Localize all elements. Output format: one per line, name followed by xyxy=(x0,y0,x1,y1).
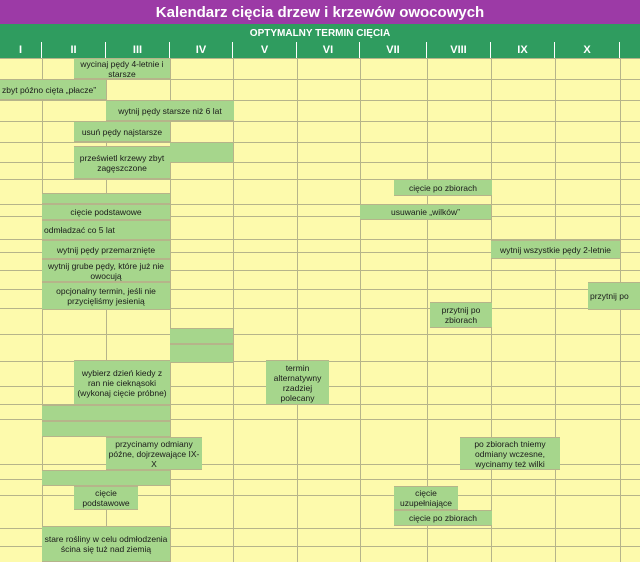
month-header-VII: VII xyxy=(360,42,427,58)
pruning-label: wytnij pędy starsze niż 6 lat xyxy=(118,105,222,116)
pruning-label: wybierz dzień kiedy z ran nie cieknąsoki (wykonaj cięcie próbne) xyxy=(77,367,167,398)
pruning-period-bar xyxy=(170,344,233,363)
pruning-label: zbyt późno cięta „płacze” xyxy=(2,84,97,95)
grid-column-line xyxy=(620,58,621,562)
calendar-grid xyxy=(0,58,640,562)
month-header-III: III xyxy=(106,42,170,58)
month-header-VIII: VIII xyxy=(427,42,491,58)
pruning-label: cięcie podstawowe xyxy=(70,207,142,217)
grid-column-line xyxy=(233,58,234,562)
grid-column-line xyxy=(555,58,556,562)
pruning-label: cięcie uzupełniające xyxy=(400,488,452,508)
pruning-label: usuń pędy najstarsze xyxy=(81,126,163,137)
grid-row-line xyxy=(0,179,640,180)
pruning-period-bar xyxy=(42,193,170,204)
month-header-X: X xyxy=(555,42,620,58)
month-header-row xyxy=(0,42,640,58)
pruning-label: cięcie po zbiorach xyxy=(408,513,478,523)
pruning-period-bar xyxy=(170,328,233,344)
grid-column-line xyxy=(170,58,171,562)
pruning-label: przytnij po xyxy=(590,291,629,301)
pruning-label: prześwietl krzewy zbyt zagęszczone xyxy=(79,152,165,173)
pruning-label: po zbiorach tniemy odmiany wczesne, wycinamy też wilki xyxy=(474,438,546,469)
pruning-label: przytnij po zbiorach xyxy=(441,305,481,325)
pruning-label: cięcie po zbiorach xyxy=(408,182,478,193)
pruning-period-bar xyxy=(170,142,233,163)
pruning-label: usuwanie „wilków” xyxy=(391,207,460,217)
pruning-label: wytnij wszystkie pędy 2-letnie xyxy=(499,244,611,255)
month-header-VI: VI xyxy=(297,42,360,58)
pruning-label: wytnij pędy przemarznięte xyxy=(56,244,156,255)
grid-column-line xyxy=(297,58,298,562)
pruning-label: wycinaj pędy 4-letnie i starsze xyxy=(80,58,164,79)
month-header-V: V xyxy=(233,42,297,58)
month-header-IV: IV xyxy=(170,42,233,58)
pruning-label: termin alternatywny rzadziej polecany xyxy=(273,362,322,403)
page-title: Kalendarz cięcia drzew i krzewów owocowych xyxy=(0,0,640,24)
pruning-period-bar xyxy=(42,405,170,421)
pruning-label: wytnij grube pędy, które już nie owocują xyxy=(47,260,165,281)
pruning-period-bar xyxy=(42,421,170,437)
grid-column-line xyxy=(42,58,43,562)
grid-row-line xyxy=(0,100,640,101)
pruning-label: cięcie podstawowe xyxy=(82,488,130,508)
month-header-I: I xyxy=(0,42,42,58)
pruning-period-bar xyxy=(42,470,170,486)
month-header-II: II xyxy=(42,42,106,58)
pruning-label: przycinamy odmiany późne, dojrzewające IX-X xyxy=(108,438,200,469)
pruning-label: opcjonalny termin, jeśli nie przycięliśmy jesienią xyxy=(56,286,156,306)
grid-row-line xyxy=(0,334,640,335)
grid-row-line xyxy=(0,142,640,143)
grid-column-line xyxy=(360,58,361,562)
pruning-label: odmładzać co 5 lat xyxy=(44,225,115,235)
pruning-label: stare rośliny w celu odmłodzenia ścina się tuż nad ziemią xyxy=(44,534,168,554)
month-header-IX: IX xyxy=(491,42,555,58)
section-subtitle: OPTYMALNY TERMIN CIĘCIA xyxy=(0,24,640,42)
